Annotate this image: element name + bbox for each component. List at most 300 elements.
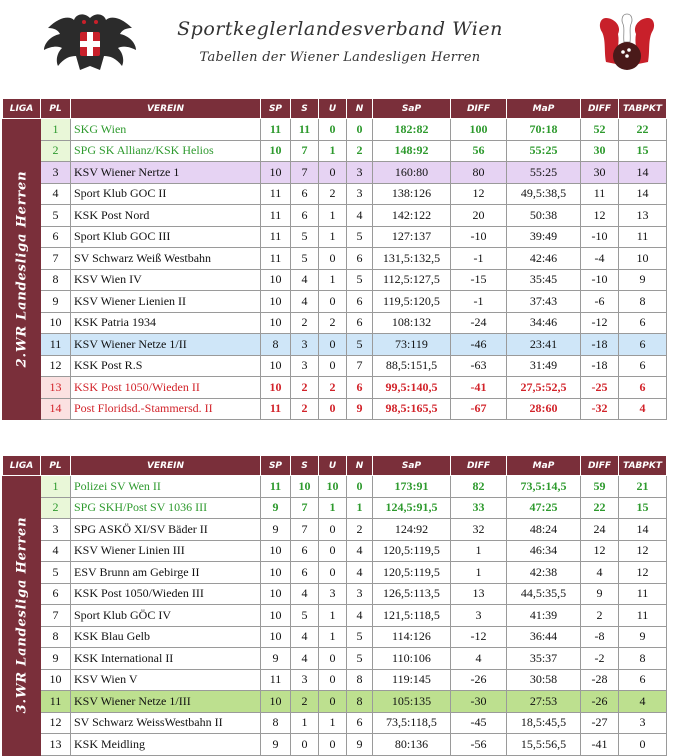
col-header-sp: SP <box>261 456 291 476</box>
draws: 2 <box>319 312 347 334</box>
set-points-diff: -41 <box>451 377 507 399</box>
draws: 1 <box>319 205 347 227</box>
col-header-sap: SaP <box>373 99 451 119</box>
games-played: 10 <box>261 562 291 584</box>
match-points: 42:46 <box>507 248 581 270</box>
match-points-diff: 24 <box>581 519 619 541</box>
table-points: 3 <box>619 712 667 734</box>
pl-cell: 3 <box>41 162 71 184</box>
table-row <box>3 183 667 205</box>
table-row <box>3 162 667 184</box>
games-played: 11 <box>261 183 291 205</box>
match-points-diff: 52 <box>581 119 619 141</box>
set-points-diff: -1 <box>451 291 507 313</box>
table-row <box>3 562 667 584</box>
match-points-diff: -32 <box>581 398 619 420</box>
league-label: 2.WR Landesliga Herren <box>14 170 29 368</box>
table-row <box>3 583 667 605</box>
club-name: Sport Klub GOC III <box>71 226 261 248</box>
draws: 1 <box>319 269 347 291</box>
match-points: 35:37 <box>507 648 581 670</box>
draws: 0 <box>319 691 347 713</box>
match-points-diff: 12 <box>581 540 619 562</box>
table-points: 6 <box>619 312 667 334</box>
col-header-pl: PL <box>41 99 71 119</box>
club-name: SPG SK Allianz/KSK Helios <box>71 140 261 162</box>
table-row <box>3 334 667 356</box>
table-points: 6 <box>619 377 667 399</box>
table-row <box>3 269 667 291</box>
draws: 0 <box>319 119 347 141</box>
set-points: 88,5:151,5 <box>373 355 451 377</box>
table-points: 11 <box>619 605 667 627</box>
match-points-diff: -26 <box>581 691 619 713</box>
table-row <box>3 205 667 227</box>
games-played: 8 <box>261 712 291 734</box>
set-points-diff: 56 <box>451 140 507 162</box>
match-points: 23:41 <box>507 334 581 356</box>
table-points: 6 <box>619 355 667 377</box>
match-points: 39:49 <box>507 226 581 248</box>
losses: 5 <box>347 648 373 670</box>
losses: 4 <box>347 205 373 227</box>
match-points-diff: -41 <box>581 734 619 756</box>
match-points: 31:49 <box>507 355 581 377</box>
losses: 8 <box>347 691 373 713</box>
table-row <box>3 691 667 713</box>
set-points: 124:92 <box>373 519 451 541</box>
match-points-diff: 30 <box>581 140 619 162</box>
draws: 0 <box>319 162 347 184</box>
table-points: 9 <box>619 626 667 648</box>
match-points: 41:39 <box>507 605 581 627</box>
pl-cell: 6 <box>41 583 71 605</box>
set-points-diff: 12 <box>451 183 507 205</box>
set-points-diff: 3 <box>451 605 507 627</box>
games-played: 9 <box>261 734 291 756</box>
club-name: KSK Post Nord <box>71 205 261 227</box>
match-points-diff: 59 <box>581 476 619 498</box>
wins: 11 <box>291 119 319 141</box>
table-row <box>3 291 667 313</box>
games-played: 9 <box>261 648 291 670</box>
set-points: 119:145 <box>373 669 451 691</box>
losses: 5 <box>347 269 373 291</box>
match-points: 55:25 <box>507 140 581 162</box>
losses: 4 <box>347 562 373 584</box>
page-header <box>0 0 680 92</box>
losses: 0 <box>347 119 373 141</box>
match-points-diff: 11 <box>581 183 619 205</box>
draws: 2 <box>319 183 347 205</box>
table-row <box>3 355 667 377</box>
wins: 4 <box>291 626 319 648</box>
wins: 4 <box>291 269 319 291</box>
col-header-liga: LIGA <box>3 456 41 476</box>
match-points-diff: -8 <box>581 626 619 648</box>
league-label-cell <box>3 119 41 420</box>
match-points: 73,5:14,5 <box>507 476 581 498</box>
set-points-diff: -10 <box>451 226 507 248</box>
pl-cell: 7 <box>41 248 71 270</box>
set-points: 173:91 <box>373 476 451 498</box>
match-points: 35:45 <box>507 269 581 291</box>
wins: 5 <box>291 605 319 627</box>
table-row <box>3 519 667 541</box>
games-played: 11 <box>261 476 291 498</box>
set-points-diff: -63 <box>451 355 507 377</box>
club-name: KSV Wiener Linien III <box>71 540 261 562</box>
club-name: KSK International II <box>71 648 261 670</box>
match-points: 44,5:35,5 <box>507 583 581 605</box>
match-points-diff: -4 <box>581 248 619 270</box>
set-points-diff: 80 <box>451 162 507 184</box>
wins: 6 <box>291 562 319 584</box>
wins: 2 <box>291 312 319 334</box>
pl-cell: 12 <box>41 355 71 377</box>
club-name: KSV Wien IV <box>71 269 261 291</box>
pl-cell: 5 <box>41 205 71 227</box>
set-points-diff: -56 <box>451 734 507 756</box>
table-row <box>3 312 667 334</box>
col-header-map: MaP <box>507 99 581 119</box>
pl-cell: 8 <box>41 626 71 648</box>
col-header-n: N <box>347 99 373 119</box>
wins: 5 <box>291 226 319 248</box>
wins: 2 <box>291 398 319 420</box>
set-points: 110:106 <box>373 648 451 670</box>
set-points: 124,5:91,5 <box>373 497 451 519</box>
draws: 1 <box>319 712 347 734</box>
set-points-diff: 33 <box>451 497 507 519</box>
set-points-diff: 32 <box>451 519 507 541</box>
losses: 8 <box>347 669 373 691</box>
draws: 0 <box>319 669 347 691</box>
pl-cell: 9 <box>41 291 71 313</box>
table-points: 12 <box>619 540 667 562</box>
wins: 2 <box>291 691 319 713</box>
club-name: KSV Wiener Nertze 1 <box>71 162 261 184</box>
draws: 0 <box>319 562 347 584</box>
draws: 0 <box>319 355 347 377</box>
set-points: 105:135 <box>373 691 451 713</box>
pl-cell: 4 <box>41 183 71 205</box>
table-points: 15 <box>619 140 667 162</box>
match-points: 27,5:52,5 <box>507 377 581 399</box>
wins: 6 <box>291 540 319 562</box>
draws: 0 <box>319 540 347 562</box>
match-points: 27:53 <box>507 691 581 713</box>
match-points-diff: -18 <box>581 355 619 377</box>
games-played: 10 <box>261 626 291 648</box>
pl-cell: 1 <box>41 476 71 498</box>
table-row <box>3 712 667 734</box>
set-points-diff: -46 <box>451 334 507 356</box>
table-points: 6 <box>619 669 667 691</box>
match-points: 70:18 <box>507 119 581 141</box>
draws: 0 <box>319 248 347 270</box>
draws: 1 <box>319 140 347 162</box>
club-name: KSK Post 1050/Wieden II <box>71 377 261 399</box>
set-points: 138:126 <box>373 183 451 205</box>
draws: 0 <box>319 291 347 313</box>
set-points-diff: -45 <box>451 712 507 734</box>
col-header-pl: PL <box>41 456 71 476</box>
col-header-diff2: DIFF <box>581 456 619 476</box>
club-name: KSK Blau Gelb <box>71 626 261 648</box>
pl-cell: 6 <box>41 226 71 248</box>
losses: 5 <box>347 334 373 356</box>
table-points: 14 <box>619 519 667 541</box>
games-played: 10 <box>261 355 291 377</box>
games-played: 10 <box>261 691 291 713</box>
pl-cell: 9 <box>41 648 71 670</box>
wins: 4 <box>291 648 319 670</box>
match-points-diff: 30 <box>581 162 619 184</box>
pl-cell: 14 <box>41 398 71 420</box>
table-row <box>3 119 667 141</box>
pl-cell: 2 <box>41 140 71 162</box>
match-points-diff: -12 <box>581 312 619 334</box>
pl-cell: 8 <box>41 269 71 291</box>
losses: 2 <box>347 519 373 541</box>
set-points: 120,5:119,5 <box>373 562 451 584</box>
match-points: 42:38 <box>507 562 581 584</box>
set-points: 127:137 <box>373 226 451 248</box>
pl-cell: 4 <box>41 540 71 562</box>
draws: 1 <box>319 605 347 627</box>
set-points: 73,5:118,5 <box>373 712 451 734</box>
draws: 0 <box>319 398 347 420</box>
pl-cell: 3 <box>41 519 71 541</box>
set-points: 99,5:140,5 <box>373 377 451 399</box>
club-name: SKG Wien <box>71 119 261 141</box>
wins: 3 <box>291 669 319 691</box>
wins: 5 <box>291 248 319 270</box>
set-points: 119,5:120,5 <box>373 291 451 313</box>
table-row <box>3 605 667 627</box>
games-played: 10 <box>261 162 291 184</box>
match-points: 46:34 <box>507 540 581 562</box>
set-points: 114:126 <box>373 626 451 648</box>
games-played: 11 <box>261 205 291 227</box>
match-points-diff: -10 <box>581 226 619 248</box>
table-points: 15 <box>619 497 667 519</box>
games-played: 9 <box>261 519 291 541</box>
games-played: 11 <box>261 248 291 270</box>
set-points: 126,5:113,5 <box>373 583 451 605</box>
table-row <box>3 377 667 399</box>
club-name: SV Schwarz WeissWestbahn II <box>71 712 261 734</box>
club-name: Polizei SV Wen II <box>71 476 261 498</box>
losses: 2 <box>347 140 373 162</box>
bowling-pins-ball-logo <box>596 12 658 76</box>
table-points: 22 <box>619 119 667 141</box>
games-played: 11 <box>261 226 291 248</box>
draws: 0 <box>319 519 347 541</box>
losses: 3 <box>347 583 373 605</box>
wins: 6 <box>291 205 319 227</box>
col-header-verein: VEREIN <box>71 99 261 119</box>
set-points-diff: -24 <box>451 312 507 334</box>
table-row <box>3 497 667 519</box>
pl-cell: 12 <box>41 712 71 734</box>
wins: 7 <box>291 497 319 519</box>
draws: 0 <box>319 734 347 756</box>
col-header-u: U <box>319 99 347 119</box>
games-played: 11 <box>261 669 291 691</box>
match-points-diff: -18 <box>581 334 619 356</box>
set-points-diff: -67 <box>451 398 507 420</box>
set-points-diff: 4 <box>451 648 507 670</box>
losses: 3 <box>347 162 373 184</box>
pl-cell: 1 <box>41 119 71 141</box>
club-name: KSK Meidling <box>71 734 261 756</box>
league-table-3wr <box>2 455 666 756</box>
match-points: 28:60 <box>507 398 581 420</box>
wins: 6 <box>291 183 319 205</box>
set-points-diff: -26 <box>451 669 507 691</box>
pl-cell: 13 <box>41 377 71 399</box>
league-label-cell <box>3 476 41 756</box>
table-points: 4 <box>619 691 667 713</box>
set-points: 182:82 <box>373 119 451 141</box>
col-header-tabpkt: TABPKT <box>619 99 667 119</box>
pl-cell: 10 <box>41 669 71 691</box>
set-points-diff: 82 <box>451 476 507 498</box>
club-name: Sport Klub GOC II <box>71 183 261 205</box>
set-points-diff: 1 <box>451 562 507 584</box>
match-points-diff: 12 <box>581 205 619 227</box>
games-played: 10 <box>261 377 291 399</box>
draws: 0 <box>319 648 347 670</box>
club-name: KSK Post R.S <box>71 355 261 377</box>
games-played: 8 <box>261 334 291 356</box>
wins: 7 <box>291 140 319 162</box>
col-header-diff: DIFF <box>451 99 507 119</box>
games-played: 10 <box>261 291 291 313</box>
draws: 2 <box>319 377 347 399</box>
draws: 10 <box>319 476 347 498</box>
table-points: 10 <box>619 248 667 270</box>
table-points: 11 <box>619 226 667 248</box>
league-table-2wr <box>2 98 666 420</box>
match-points: 48:24 <box>507 519 581 541</box>
pl-cell: 7 <box>41 605 71 627</box>
set-points: 108:132 <box>373 312 451 334</box>
col-header-map: MaP <box>507 456 581 476</box>
table-row <box>3 626 667 648</box>
games-played: 10 <box>261 269 291 291</box>
match-points-diff: -25 <box>581 377 619 399</box>
pl-cell: 11 <box>41 334 71 356</box>
club-name: Post Floridsd.-Stammersd. II <box>71 398 261 420</box>
match-points-diff: 4 <box>581 562 619 584</box>
draws: 1 <box>319 226 347 248</box>
table-points: 8 <box>619 648 667 670</box>
set-points: 98,5:165,5 <box>373 398 451 420</box>
losses: 6 <box>347 377 373 399</box>
table-row <box>3 734 667 756</box>
games-played: 10 <box>261 140 291 162</box>
club-name: ESV Brunn am Gebirge II <box>71 562 261 584</box>
match-points: 55:25 <box>507 162 581 184</box>
table-points: 11 <box>619 583 667 605</box>
table-row <box>3 248 667 270</box>
losses: 6 <box>347 712 373 734</box>
table-row <box>3 140 667 162</box>
set-points: 80:136 <box>373 734 451 756</box>
club-name: KSV Wien V <box>71 669 261 691</box>
pl-cell: 10 <box>41 312 71 334</box>
table-points: 4 <box>619 398 667 420</box>
club-name: KSV Wiener Netze 1/III <box>71 691 261 713</box>
wins: 2 <box>291 377 319 399</box>
match-points: 50:38 <box>507 205 581 227</box>
wins: 0 <box>291 734 319 756</box>
table-points: 12 <box>619 562 667 584</box>
match-points: 49,5:38,5 <box>507 183 581 205</box>
games-played: 11 <box>261 119 291 141</box>
match-points: 15,5:56,5 <box>507 734 581 756</box>
col-header-verein: VEREIN <box>71 456 261 476</box>
losses: 7 <box>347 355 373 377</box>
losses: 0 <box>347 476 373 498</box>
set-points-diff: -15 <box>451 269 507 291</box>
set-points: 73:119 <box>373 334 451 356</box>
club-name: SPG SKH/Post SV 1036 III <box>71 497 261 519</box>
set-points-diff: 1 <box>451 540 507 562</box>
draws: 0 <box>319 334 347 356</box>
club-name: KSV Wiener Netze 1/II <box>71 334 261 356</box>
col-header-n: N <box>347 456 373 476</box>
table-header-row <box>3 456 667 476</box>
match-points-diff: 9 <box>581 583 619 605</box>
table-points: 13 <box>619 205 667 227</box>
set-points: 148:92 <box>373 140 451 162</box>
pl-cell: 5 <box>41 562 71 584</box>
losses: 3 <box>347 183 373 205</box>
table-points: 6 <box>619 334 667 356</box>
games-played: 10 <box>261 312 291 334</box>
col-header-sp: SP <box>261 99 291 119</box>
losses: 6 <box>347 312 373 334</box>
games-played: 10 <box>261 605 291 627</box>
pl-cell: 13 <box>41 734 71 756</box>
col-header-tabpkt: TABPKT <box>619 456 667 476</box>
losses: 4 <box>347 605 373 627</box>
losses: 9 <box>347 398 373 420</box>
col-header-sap: SaP <box>373 456 451 476</box>
wins: 7 <box>291 162 319 184</box>
table-row <box>3 669 667 691</box>
page-subtitle: Tabellen der Wiener Landesligen Herren <box>199 50 481 65</box>
set-points-diff: 20 <box>451 205 507 227</box>
table-points: 9 <box>619 269 667 291</box>
match-points-diff: -27 <box>581 712 619 734</box>
losses: 5 <box>347 626 373 648</box>
col-header-diff2: DIFF <box>581 99 619 119</box>
club-name: SPG ASKÖ XI/SV Bäder II <box>71 519 261 541</box>
col-header-u: U <box>319 456 347 476</box>
set-points: 131,5:132,5 <box>373 248 451 270</box>
match-points-diff: -10 <box>581 269 619 291</box>
games-played: 10 <box>261 540 291 562</box>
wins: 3 <box>291 355 319 377</box>
set-points: 160:80 <box>373 162 451 184</box>
losses: 6 <box>347 248 373 270</box>
col-header-diff: DIFF <box>451 456 507 476</box>
